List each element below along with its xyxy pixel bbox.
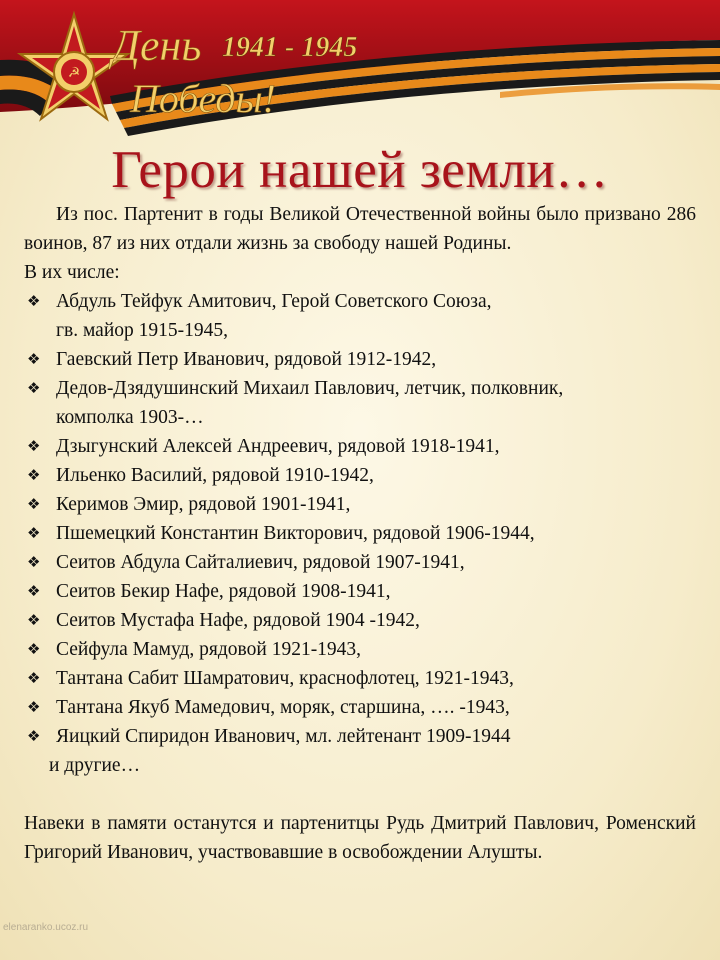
- hero-entry-text: Керимов Эмир, рядовой 1901-1941,: [56, 494, 351, 515]
- diamond-bullet-icon: ❖: [27, 524, 41, 542]
- list-item: [24, 577, 696, 606]
- list-item: [24, 432, 696, 461]
- hero-entry-text: Абдуль Тейфук Амитович, Герой Советского Союза,: [56, 291, 492, 312]
- diamond-bullet-icon: ❖: [27, 292, 41, 310]
- diamond-bullet-icon: ❖: [27, 437, 41, 455]
- hero-entry-text: Сеитов Бекир Нафе, рядовой 1908-1941,: [56, 581, 391, 602]
- hero-entry-text: Ильенко Василий, рядовой 1910-1942,: [56, 465, 374, 486]
- hero-entry-text: Дзыгунский Алексей Андреевич, рядовой 1918-1941,: [56, 436, 500, 457]
- diamond-bullet-icon: ❖: [27, 727, 41, 745]
- diamond-bullet-icon: ❖: [27, 350, 41, 368]
- list-item: [24, 490, 696, 519]
- hero-entry-text: Сейфула Мамуд, рядовой 1921-1943,: [56, 639, 362, 660]
- list-item: [24, 461, 696, 490]
- diamond-bullet-icon: ❖: [27, 553, 41, 571]
- diamond-bullet-icon: ❖: [27, 640, 41, 658]
- list-item: [24, 374, 696, 432]
- list-item: [24, 606, 696, 635]
- intro-paragraph: Из пос. Партенит в годы Великой Отечественной войны было призвано 286 воинов, 87 из них отдали жизнь за свободу нашей Родины.: [24, 204, 696, 254]
- list-item: [24, 664, 696, 693]
- list-item: [24, 519, 696, 548]
- banner-victory-text: Победы!: [130, 76, 276, 121]
- list-heading: В их числе:: [24, 262, 120, 283]
- page-title: Герои нашей земли…: [111, 141, 609, 199]
- hero-entry-text: Яицкий Спиридон Иванович, мл. лейтенант 1909-1944: [56, 726, 511, 747]
- hero-entry-text: Гаевский Петр Иванович, рядовой 1912-1942,: [56, 349, 437, 370]
- list-item: [24, 345, 696, 374]
- hero-entry-text: Сеитов Абдула Сайталиевич, рядовой 1907-1941,: [56, 552, 465, 573]
- victory-day-banner: [0, 0, 720, 150]
- svg-text:☭: ☭: [67, 65, 81, 81]
- hero-entry-continuation: гв. майор 1915-1945,: [56, 320, 228, 341]
- list-item: [24, 722, 696, 751]
- site-watermark: elenaranko.ucoz.ru: [3, 922, 89, 933]
- list-item: [24, 548, 696, 577]
- hero-entry-text: Тантана Якуб Мамедович, моряк, старшина, …. -1943,: [56, 697, 510, 718]
- diamond-bullet-icon: ❖: [27, 611, 41, 629]
- diamond-bullet-icon: ❖: [27, 698, 41, 716]
- others-text: и другие…: [49, 755, 141, 776]
- hero-entry-continuation: комполка 1903-…: [56, 407, 204, 428]
- diamond-bullet-icon: ❖: [27, 379, 41, 397]
- banner-years: 1941 - 1945: [222, 32, 358, 63]
- hero-entry-text: Сеитов Мустафа Нафе, рядовой 1904 -1942,: [56, 610, 420, 631]
- main-text: [24, 200, 696, 867]
- list-item: [24, 693, 696, 722]
- closing-paragraph: Навеки в памяти останутся и партенитцы Рудь Дмитрий Павлович, Роменский Григорий Иванович, участвовавшие в освобождении Алушты.: [24, 813, 696, 863]
- heroes-list: [24, 287, 696, 751]
- diamond-bullet-icon: ❖: [27, 466, 41, 484]
- diamond-bullet-icon: ❖: [27, 495, 41, 513]
- hero-entry-text: Тантана Сабит Шамратович, краснофлотец, 1921-1943,: [56, 668, 514, 689]
- list-item: [24, 287, 696, 345]
- diamond-bullet-icon: ❖: [27, 669, 41, 687]
- hero-entry-text: Пшемецкий Константин Викторович, рядовой 1906-1944,: [56, 523, 535, 544]
- list-item: [24, 635, 696, 664]
- hero-entry-text: Дедов-Дзядушинский Михаил Павлович, летчик, полковник,: [56, 378, 564, 399]
- banner-day-text: День: [112, 21, 202, 70]
- diamond-bullet-icon: ❖: [27, 582, 41, 600]
